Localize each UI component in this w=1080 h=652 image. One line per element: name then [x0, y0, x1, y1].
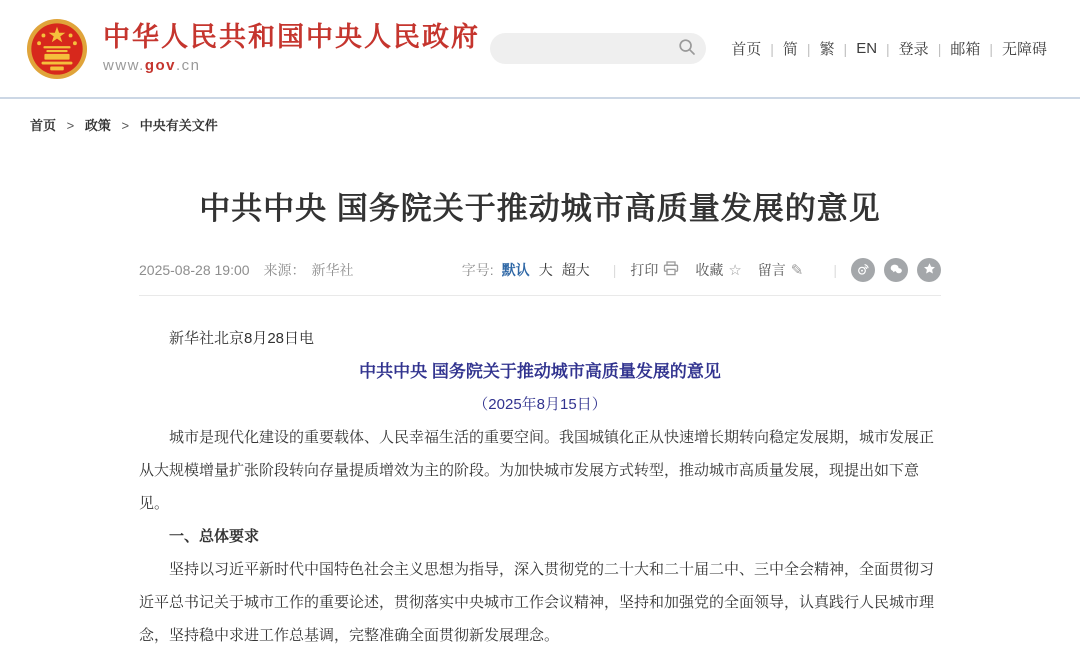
nav-separator: | — [806, 40, 811, 57]
nav-separator: | — [989, 40, 993, 57]
source-label: 来源： — [263, 262, 306, 279]
dateline: 新华社北京8月28日电 — [169, 330, 315, 348]
font-size-xlarge-button[interactable]: 超大 — [561, 262, 590, 279]
article-container — [139, 189, 941, 652]
nav-link-accessibility[interactable]: 无障碍 — [1001, 41, 1047, 58]
printer-icon — [663, 261, 679, 279]
top-nav — [722, 38, 1056, 59]
weibo-icon — [855, 261, 871, 280]
source-name: 新华社 — [311, 262, 354, 279]
paragraph-requirements: 坚持以习近平新时代中国特色社会主义思想为指导，深入贯彻党的二十大和二十届二中、三中全会精神，全面贯彻习近平总书记关于城市工作的重要论述，贯彻落实中央城市工作会议精神，坚持和加强党的全面领导，认真践行人民城市理念，坚持稳中求进工作总基调，完整准确全面贯彻新发展理念。 — [139, 561, 935, 645]
search-box[interactable] — [490, 33, 706, 64]
share-weibo-button[interactable] — [851, 258, 875, 282]
search-input[interactable] — [504, 40, 676, 58]
comment-button[interactable] — [758, 260, 804, 280]
toolbar-separator: | — [612, 262, 617, 279]
page-title: 中共中央 国务院关于推动城市高质量发展的意见 — [199, 191, 881, 226]
breadcrumb-current-section[interactable]: 中央有关文件 — [139, 118, 218, 133]
favorite-star-icon: ☆ — [728, 261, 742, 279]
font-size-label: 字号: — [461, 262, 494, 279]
nav-link-simplified[interactable]: 简 — [782, 41, 798, 58]
document-date: （2025年8月15日） — [473, 396, 607, 414]
site-title: 中华人民共和国中央人民政府 — [103, 21, 480, 52]
favorite-label: 收藏 — [695, 262, 724, 279]
section-heading-1: 一、总体要求 — [169, 528, 260, 546]
share-qzone-button[interactable] — [917, 258, 941, 282]
national-emblem-icon — [26, 18, 88, 80]
site-url-gov: gov — [144, 57, 177, 75]
article-body — [139, 322, 941, 652]
breadcrumb-policy[interactable]: 政策 — [84, 118, 111, 133]
nav-link-mail[interactable]: 邮箱 — [950, 41, 981, 58]
font-size-large-button[interactable]: 大 — [538, 262, 553, 279]
comment-pencil-icon: ✎ — [790, 261, 804, 279]
comment-label: 留言 — [757, 262, 786, 279]
print-label: 打印 — [630, 262, 659, 279]
nav-link-english[interactable]: EN — [856, 40, 878, 57]
nav-link-login[interactable]: 登录 — [898, 41, 929, 58]
nav-separator: | — [770, 40, 774, 57]
nav-separator: | — [843, 40, 848, 57]
breadcrumb-home[interactable]: 首页 — [30, 118, 57, 133]
nav-separator: | — [886, 40, 890, 57]
article-date: 2025-08-28 19:00 — [139, 262, 250, 279]
toolbar-separator: | — [833, 262, 837, 279]
site-header — [0, 0, 1080, 99]
breadcrumb — [0, 99, 1080, 144]
search-icon — [678, 38, 696, 59]
wechat-icon — [888, 261, 904, 280]
nav-link-home[interactable]: 首页 — [731, 41, 762, 58]
search-button[interactable] — [676, 36, 698, 61]
document-title: 中共中央 国务院关于推动城市高质量发展的意见 — [359, 362, 721, 382]
breadcrumb-separator: > — [121, 118, 130, 133]
article-toolbar — [462, 258, 941, 282]
article-meta-row — [139, 258, 941, 296]
site-logo-link[interactable] — [26, 18, 480, 80]
breadcrumb-separator: > — [66, 118, 75, 133]
site-url — [103, 57, 480, 74]
site-url-www: www. — [103, 57, 145, 75]
site-title-block — [103, 23, 480, 75]
share-wechat-button[interactable] — [884, 258, 908, 282]
favorite-button[interactable] — [695, 260, 741, 280]
font-size-default-button[interactable]: 默认 — [501, 262, 530, 279]
print-button[interactable] — [630, 260, 679, 280]
paragraph-intro: 城市是现代化建设的重要载体、人民幸福生活的重要空间。我国城镇化正从快速增长期转向稳定发展期，城市发展正从大规模增量扩张阶段转向存量提质增效为主的阶段。为加快城市发展方式转型，推动城市高质量发展，现提出如下意见。 — [139, 429, 935, 513]
qzone-star-icon — [922, 261, 937, 279]
site-url-cn: .cn — [176, 57, 201, 75]
article-meta — [139, 260, 354, 280]
nav-separator: | — [937, 40, 942, 57]
nav-link-traditional[interactable]: 繁 — [819, 41, 835, 58]
